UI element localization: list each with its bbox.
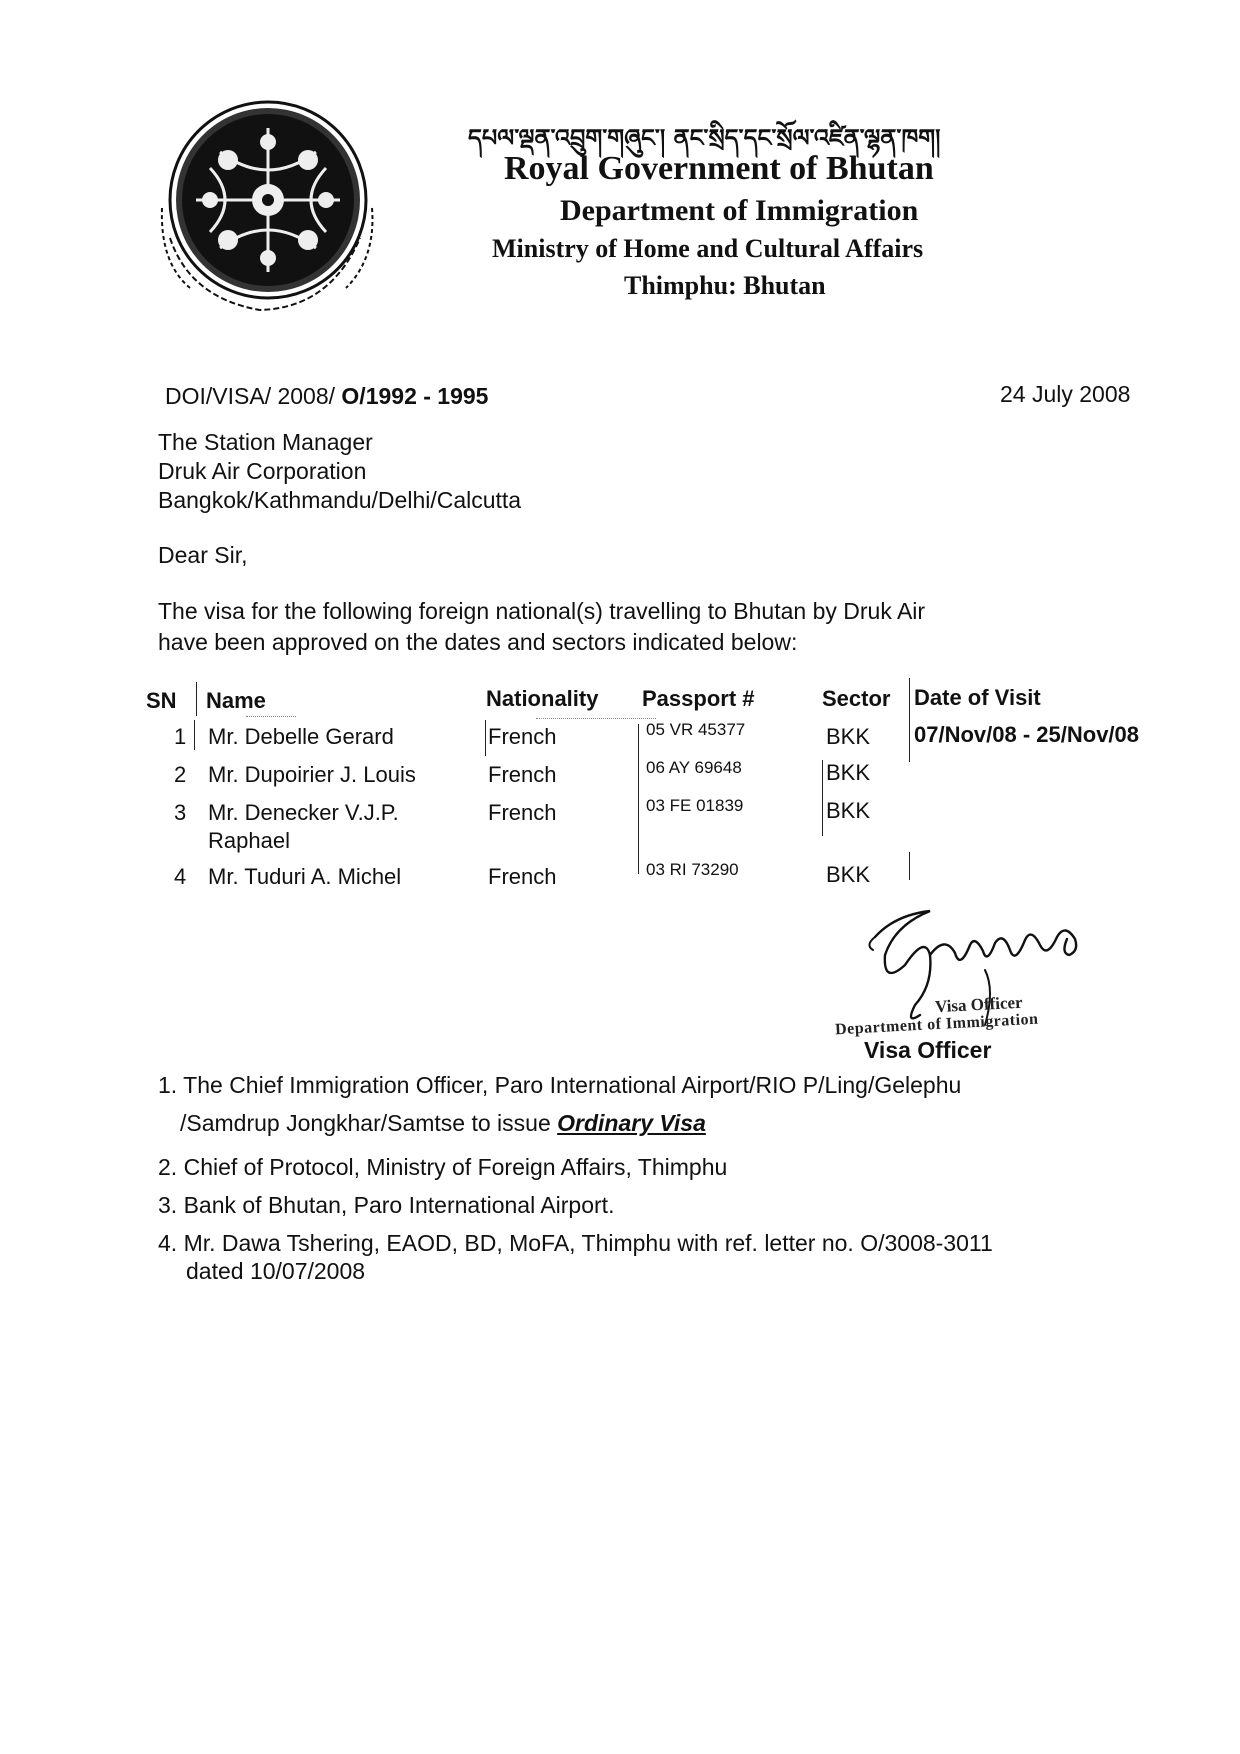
reference-prefix: DOI/VISA/ 2008/ xyxy=(165,383,342,409)
row-sn: 1 xyxy=(174,724,187,749)
list-number: 4. xyxy=(158,1230,178,1256)
list-text: Mr. Dawa Tshering, EAOD, BD, MoFA, Thimphu with ref. letter no. O/3008-3011 xyxy=(183,1230,993,1256)
department-title: Department of Immigration xyxy=(560,194,919,227)
intro-paragraph xyxy=(158,596,925,658)
row-name: Mr. Debelle Gerard xyxy=(208,724,394,749)
row-sector: BKK xyxy=(826,760,871,785)
list-number: 2. xyxy=(158,1154,178,1180)
row-name: Mr. Tuduri A. Michel xyxy=(208,864,402,889)
reference-number xyxy=(165,383,488,410)
row-name: Mr. Denecker V.J.P. xyxy=(208,800,399,825)
stamp-department: Department of Immigration xyxy=(834,1010,1039,1039)
list-text: Chief of Protocol, Ministry of Foreign Affairs, Thimphu xyxy=(183,1154,728,1180)
row-passport: 05 VR 45377 xyxy=(646,720,746,739)
list-item xyxy=(158,1192,614,1219)
row-nationality: French xyxy=(488,864,557,889)
header-name: Name xyxy=(206,688,266,713)
row-nationality: French xyxy=(488,800,557,825)
list-text: /Samdrup Jongkhar/Samtse to issue xyxy=(180,1110,558,1136)
visa-table xyxy=(146,682,1166,889)
location-title: Thimphu: Bhutan xyxy=(624,271,826,300)
government-title: Royal Government of Bhutan xyxy=(504,150,934,187)
row-passport: 03 FE 01839 xyxy=(646,796,744,815)
list-text: Bank of Bhutan, Paro International Airport. xyxy=(183,1192,615,1218)
header-date-of-visit: Date of Visit xyxy=(914,685,1041,710)
row-sector: BKK xyxy=(826,862,871,887)
dzongkha-heading: དཔལ་ལྡན་འབྲུག་གཞུང་། ནང་སྲིད་དང་སྲོལ་འཛིན་ལྷན་ཁག། xyxy=(468,124,941,152)
row-sn: 4 xyxy=(174,864,187,889)
list-item xyxy=(158,1230,993,1257)
list-item-continued xyxy=(180,1110,706,1137)
column-divider xyxy=(822,760,823,836)
dotted-rule xyxy=(246,716,296,717)
signatory-title: Visa Officer xyxy=(864,1037,992,1063)
row-sector: BKK xyxy=(826,798,871,823)
list-item-continued xyxy=(186,1258,365,1285)
column-divider xyxy=(194,720,195,750)
column-divider xyxy=(196,682,197,716)
row-nationality: French xyxy=(488,762,557,787)
row-sector: BKK xyxy=(826,724,871,749)
intro-line: have been approved on the dates and sectors indicated below: xyxy=(158,629,798,655)
row-name: Mr. Dupoirier J. Louis xyxy=(208,762,416,787)
header-sn: SN xyxy=(146,688,177,713)
addressee-block xyxy=(158,428,521,515)
column-divider xyxy=(909,678,910,762)
row-passport: 03 RI 73290 xyxy=(646,860,739,879)
list-number: 3. xyxy=(158,1192,178,1218)
addressee-line: Bangkok/Kathmandu/Delhi/Calcutta xyxy=(158,487,522,513)
date-of-visit-value: 07/Nov/08 - 25/Nov/08 xyxy=(914,722,1140,747)
column-divider xyxy=(485,720,486,756)
list-text: dated 10/07/2008 xyxy=(186,1258,366,1284)
list-text: The Chief Immigration Officer, Paro International Airport/RIO P/Ling/Gelephu xyxy=(183,1072,962,1098)
salutation: Dear Sir, xyxy=(158,542,248,568)
reference-range: O/1992 - 1995 xyxy=(341,383,489,409)
row-sn: 2 xyxy=(174,762,187,787)
stamp-title: Visa Officer xyxy=(934,992,1024,1017)
column-divider xyxy=(909,852,910,880)
letter-date: 24 July 2008 xyxy=(1000,381,1131,407)
row-name-continued: Raphael xyxy=(208,828,290,853)
royal-seal-emblem xyxy=(150,88,380,318)
dotted-rule xyxy=(536,718,656,719)
list-item xyxy=(158,1072,961,1099)
column-divider xyxy=(638,724,639,874)
addressee-line: The Station Manager xyxy=(158,429,373,455)
header-passport: Passport # xyxy=(642,686,755,711)
row-sn: 3 xyxy=(174,800,187,825)
header-sector: Sector xyxy=(822,686,891,711)
list-number: 1. xyxy=(158,1072,178,1098)
list-item xyxy=(158,1154,727,1181)
ordinary-visa-emphasis: Ordinary Visa xyxy=(557,1110,706,1136)
ministry-title: Ministry of Home and Cultural Affairs xyxy=(492,234,924,263)
header-nationality: Nationality xyxy=(486,686,599,711)
intro-line: The visa for the following foreign national(s) travelling to Bhutan by Druk Air xyxy=(158,598,926,624)
row-passport: 06 AY 69648 xyxy=(646,758,742,777)
row-nationality: French xyxy=(488,724,557,749)
addressee-line: Druk Air Corporation xyxy=(158,458,367,484)
